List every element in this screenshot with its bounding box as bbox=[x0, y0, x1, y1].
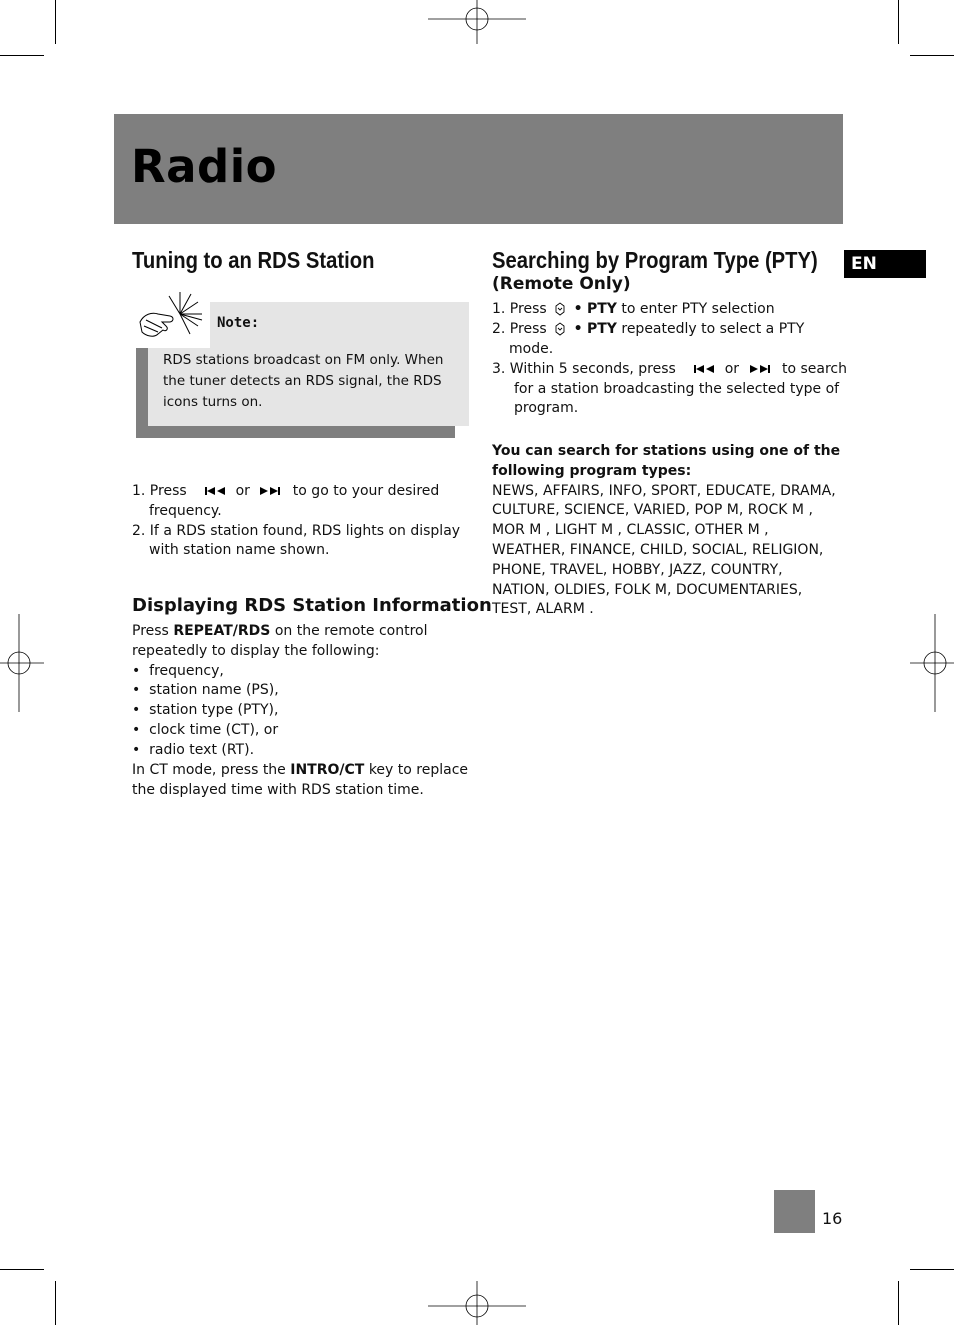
previous-track-icon bbox=[193, 485, 229, 497]
section-heading-tuning: Tuning to an RDS Station bbox=[132, 247, 375, 273]
info-text: Press bbox=[132, 623, 169, 639]
types-line: TEST, ALARM . bbox=[492, 601, 594, 617]
step-text: or bbox=[724, 361, 740, 377]
step-text: 1. Press bbox=[132, 483, 187, 499]
crop-mark bbox=[0, 1269, 44, 1270]
info-text: repeatedly to display the following: bbox=[132, 643, 380, 659]
next-track-icon bbox=[256, 485, 286, 497]
tuning-step-1 bbox=[132, 481, 439, 501]
info-text: the displayed time with RDS station time. bbox=[132, 782, 424, 798]
pty-step-3 bbox=[492, 359, 847, 379]
remote-button-icon bbox=[553, 302, 567, 316]
step-text: repeatedly to select a PTY bbox=[621, 321, 805, 337]
bullet-item: • radio text (RT). bbox=[132, 742, 255, 758]
step-text: 3. Within 5 seconds, press bbox=[492, 361, 676, 377]
bullet-item: • frequency, bbox=[132, 663, 224, 679]
types-line: NATION, OLDIES, FOLK M, DOCUMENTARIES, bbox=[492, 582, 803, 598]
section-subheading: (Remote Only) bbox=[492, 274, 631, 294]
step-text: program. bbox=[514, 400, 579, 416]
registration-mark-icon bbox=[428, 1281, 526, 1325]
section-heading-info: Displaying RDS Station Information bbox=[132, 595, 492, 616]
types-line: WEATHER, FINANCE, CHILD, SOCIAL, RELIGION, bbox=[492, 542, 824, 558]
step-text: for a station broadcasting the selected type of bbox=[514, 381, 840, 397]
step-text: to enter PTY selection bbox=[621, 301, 775, 317]
note-text bbox=[163, 350, 443, 413]
step-text: frequency. bbox=[149, 503, 222, 519]
info-text: on the remote control bbox=[274, 623, 428, 639]
bullet-item: • station name (PS), bbox=[132, 682, 279, 698]
pty-step-2 bbox=[492, 319, 804, 339]
page-number: 16 bbox=[822, 1209, 843, 1228]
note-icon-area bbox=[136, 290, 210, 348]
crop-mark bbox=[0, 55, 44, 56]
note-line: RDS stations broadcast on FM only. When bbox=[163, 352, 444, 368]
section-heading-pty: Searching by Program Type (PTY) bbox=[492, 247, 818, 273]
step-text: or bbox=[235, 483, 250, 499]
bullet-text: frequency, bbox=[149, 663, 224, 679]
remote-button-icon bbox=[553, 322, 567, 336]
crop-mark bbox=[55, 0, 56, 44]
types-line: PHONE, TRAVEL, HOBBY, JAZZ, COUNTRY, bbox=[492, 562, 783, 578]
types-line: CULTURE, SCIENCE, VARIED, POP M, ROCK M , bbox=[492, 502, 813, 518]
crop-mark bbox=[910, 1269, 954, 1270]
crop-mark bbox=[910, 55, 954, 56]
ct-paragraph bbox=[132, 760, 468, 780]
step-text: to go to your desired bbox=[292, 483, 440, 499]
types-line: MOR M , LIGHT M , CLASSIC, OTHER M , bbox=[492, 522, 769, 538]
step-text: to search bbox=[781, 361, 847, 377]
crop-mark bbox=[55, 1281, 56, 1325]
registration-mark-icon bbox=[0, 614, 44, 712]
crop-mark bbox=[898, 1281, 899, 1325]
note-line: the tuner detects an RDS signal, the RDS bbox=[163, 373, 442, 389]
bullet-text: station type (PTY), bbox=[149, 702, 279, 718]
note-hand-icon bbox=[136, 290, 210, 348]
types-line: NEWS, AFFAIRS, INFO, SPORT, EDUCATE, DRAMA, bbox=[492, 483, 836, 499]
page-title: Radio bbox=[131, 140, 278, 193]
bullet-glyph: • bbox=[573, 321, 583, 337]
title-banner bbox=[114, 114, 843, 224]
note-line: icons turns on. bbox=[163, 394, 263, 410]
step-text: 1. Press bbox=[492, 301, 547, 317]
bullet-item: • clock time (CT), or bbox=[132, 722, 279, 738]
key-name: PTY bbox=[586, 301, 617, 317]
info-text: key to replace bbox=[368, 762, 469, 778]
info-text: In CT mode, press the bbox=[132, 762, 286, 778]
info-paragraph bbox=[132, 621, 428, 641]
note-label: Note: bbox=[217, 315, 260, 331]
bullet-text: clock time (CT), or bbox=[149, 722, 279, 738]
previous-track-icon bbox=[682, 363, 718, 375]
key-name: PTY bbox=[586, 321, 617, 337]
step-text: mode. bbox=[509, 341, 554, 357]
bullet-text: radio text (RT). bbox=[149, 742, 255, 758]
registration-mark-icon bbox=[428, 0, 526, 44]
bullet-glyph: • bbox=[573, 301, 583, 317]
crop-mark bbox=[898, 0, 899, 44]
types-intro: following program types: bbox=[492, 463, 692, 479]
page-number-box bbox=[774, 1190, 815, 1233]
key-name: REPEAT/RDS bbox=[173, 623, 271, 639]
step-text: with station name shown. bbox=[149, 542, 330, 558]
bullet-text: station name (PS), bbox=[149, 682, 279, 698]
types-intro: You can search for stations using one of the bbox=[492, 443, 841, 459]
tuning-step-2: 2. If a RDS station found, RDS lights on display bbox=[132, 523, 461, 539]
next-track-icon bbox=[746, 363, 776, 375]
key-name: INTRO/CT bbox=[290, 762, 365, 778]
language-badge: EN bbox=[844, 250, 926, 278]
pty-step-1 bbox=[492, 299, 775, 319]
registration-mark-icon bbox=[910, 614, 954, 712]
bullet-item: • station type (PTY), bbox=[132, 702, 279, 718]
step-text: 2. Press bbox=[492, 321, 547, 337]
